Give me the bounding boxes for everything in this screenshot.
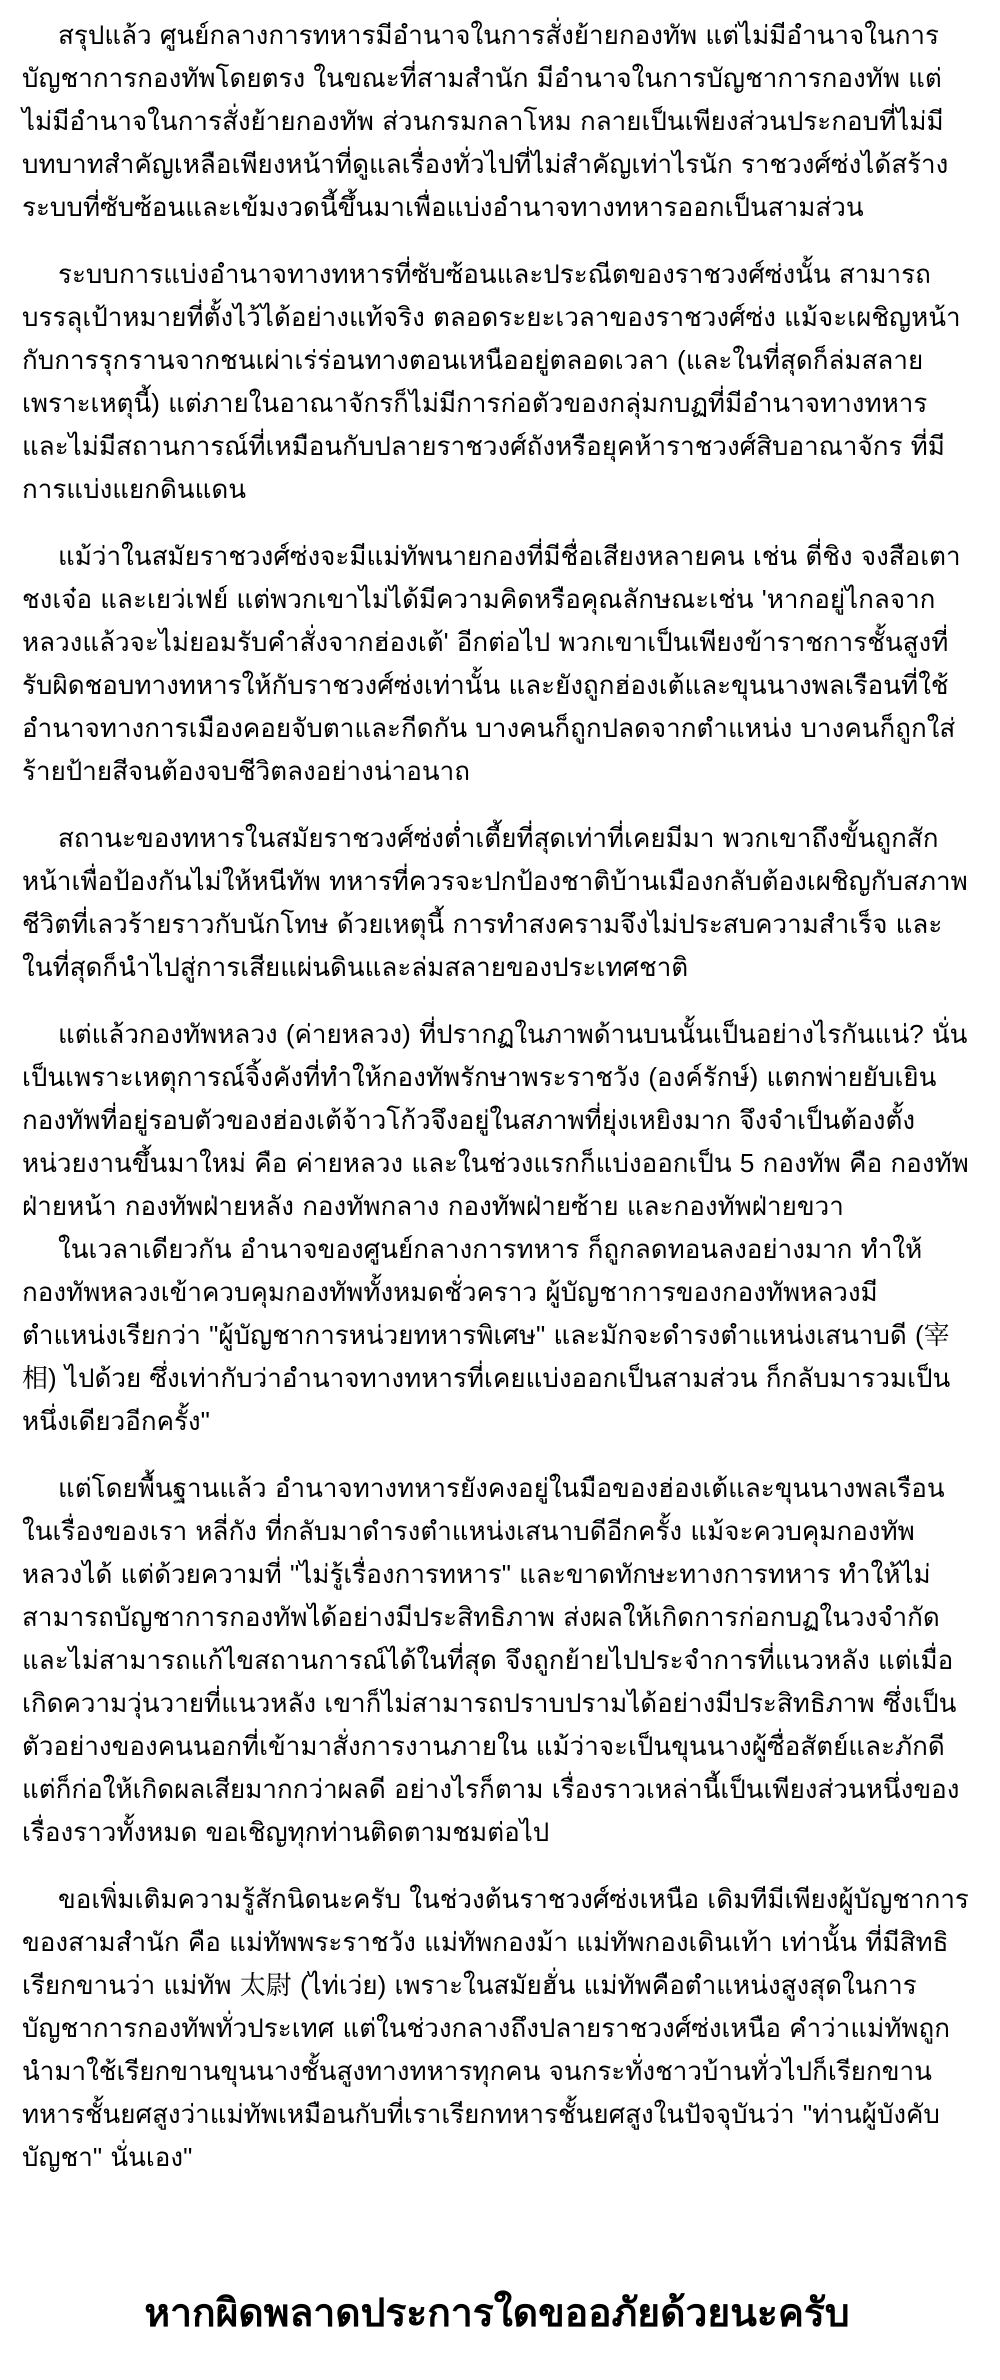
paragraph-power-reunified: ในเวลาเดียวกัน อำนาจของศูนย์กลางการทหาร ก็ถูกลดทอนลงอย่างมาก ทำให้กองทัพหลวงเข้าควบคุมกองทัพทั้งหมดชั่วคราว ผู้บัญชาการของกองทัพหลวงมีตำแหน่งเรียกว่า "ผู้บัญชาการหน่วยทหารพิเศษ" และมักจะดำรงตำแหน่งเสนาบดี (宰相) ไปด้วย ซึ่งเท่ากับว่าอำนาจทางทหารที่เคยแบ่งออกเป็นสามส่วน ก็กลับมารวมเป็นหนึ่งเดียวอีกครั้ง": [22, 1234, 951, 1436]
paragraph-royal-camp-army: แต่แล้วกองทัพหลวง (ค่ายหลวง) ที่ปรากฏในภาพด้านบนนั้นเป็นอย่างไรกันแน่? นั่นเป็นเพราะเหตุการณ์จิ้งคังที่ทำให้กองทัพรักษาพระราชวัง (องค์รักษ์) แตกพ่ายยับเยิน กองทัพที่อยู่รอบตัวของฮ่องเต้จ้าวโก้วจึงอยู่ในสภาพที่ยุ่งเหยิงมาก จึงจำเป็นต้องตั้งหน่วยงานขึ้นมาใหม่ คือ ค่ายหลวง และในช่วงแรกก็แบ่งออกเป็น 5 กองทัพ คือ กองทัพฝ่ายหน้า กองทัพฝ่ายหลัง กองทัพกลาง กองทัพฝ่ายซ้าย และกองทัพฝ่ายขวา: [22, 1019, 969, 1221]
paragraph-power-division-system: ระบบการแบ่งอำนาจทางทหารที่ซับซ้อนและประณีตของราชวงศ์ซ่งนั้น สามารถบรรลุเป้าหมายที่ตั้งไว้ได้อย่างแท้จริง ตลอดระยะเวลาของราชวงศ์ซ่ง แม้จะเผชิญหน้ากับการรุกรานจากชนเผ่าเร่ร่อนทางตอนเหนืออยู่ตลอดเวลา (และในที่สุดก็ล่มสลายเพราะเหตุนี้) แต่ภายในอาณาจักรก็ไม่มีการก่อตัวของกลุ่มกบฏที่มีอำนาจทางทหาร และไม่มีสถานการณ์ที่เหมือนกับปลายราชวงศ์ถังหรือยุคห้าราชวงศ์สิบอาณาจักร ที่มีการแบ่งแยกดินแดน: [22, 259, 961, 504]
paragraph-soldier-status: สถานะของทหารในสมัยราชวงศ์ซ่งต่ำเตี้ยที่สุดเท่าที่เคยมีมา พวกเขาถึงขั้นถูกสักหน้าเพื่อป้องกันไม่ให้หนีทัพ ทหารที่ควรจะปกป้องชาติบ้านเมืองกลับต้องเผชิญกับสภาพชีวิตที่เลวร้ายราวกับนักโทษ ด้วยเหตุนี้ การทำสงครามจึงไม่ประสบความสำเร็จ และในที่สุดก็นำไปสู่การเสียแผ่นดินและล่มสลายของประเทศชาติ: [22, 823, 968, 982]
paragraph-famous-generals: แม้ว่าในสมัยราชวงศ์ซ่งจะมีแม่ทัพนายกองที่มีชื่อเสียงหลายคน เช่น ตี่ชิง จงสือเตา ชงเจ๋อ และเยว่เฟย์ แต่พวกเขาไม่ได้มีความคิดหรือคุณลักษณะเช่น 'หากอยู่ไกลจากหลวงแล้วจะไม่ยอมรับคำสั่งจากฮ่องเต้' อีกต่อไป พวกเขาเป็นเพียงข้าราชการชั้นสูงที่รับผิดชอบทางทหารให้กับราชวงศ์ซ่งเท่านั้น และยังถูกฮ่องเต้และขุนนางพลเรือนที่ใช้อำนาจทางการเมืองคอยจับตาและกีดกัน บางคนก็ถูกปลดจากตำแหน่ง บางคนก็ถูกใส่ร้ายป้ายสีจนต้องจบชีวิตลงอย่างน่าอนาถ: [22, 541, 961, 786]
paragraph-taiwei-trivia: ขอเพิ่มเติมความรู้สักนิดนะครับ ในช่วงต้นราชวงศ์ซ่งเหนือ เดิมทีมีเพียงผู้บัญชาการของสามสำนัก คือ แม่ทัพพระราชวัง แม่ทัพกองม้า แม่ทัพกองเดินเท้า เท่านั้น ที่มีสิทธิเรียกขานว่า แม่ทัพ 太尉 (ไท่เว่ย) เพราะในสมัยฮั่น แม่ทัพคือตำแหน่งสูงสุดในการบัญชาการกองทัพทั่วประเทศ แต่ในช่วงกลางถึงปลายราชวงศ์ซ่งเหนือ คำว่าแม่ทัพถูกนำมาใช้เรียกขานขุนนางชั้นสูงทางทหารทุกคน จนกระทั่งชาวบ้านทั่วไปก็เรียกขานทหารชั้นยศสูงว่าแม่ทัพเหมือนกับที่เราเรียกทหารชั้นยศสูงในปัจจุบันว่า "ท่านผู้บังคับบัญชา" นั่นเอง": [22, 1884, 969, 2172]
paragraph-li-gang-example: แต่โดยพื้นฐานแล้ว อำนาจทางทหารยังคงอยู่ในมือของฮ่องเต้และขุนนางพลเรือน ในเรื่องของเรา หลี่กัง ที่กลับมาดำรงตำแหน่งเสนาบดีอีกครั้ง แม้จะควบคุมกองทัพหลวงได้ แต่ด้วยความที่ "ไม่รู้เรื่องการทหาร" และขาดทักษะทางการทหาร ทำให้ไม่สามารถบัญชาการกองทัพได้อย่างมีประสิทธิภาพ ส่งผลให้เกิดการก่อกบฏในวงจำกัด และไม่สามารถแก้ไขสถานการณ์ได้ในที่สุด จึงถูกย้ายไปประจำการที่แนวหลัง แต่เมื่อเกิดความวุ่นวายที่แนวหลัง เขาก็ไม่สามารถปราบปรามได้อย่างมีประสิทธิภาพ ซึ่งเป็นตัวอย่างของคนนอกที่เข้ามาสั่งการงานภายใน แม้ว่าจะเป็นขุนนางผู้ซื่อสัตย์และภักดี แต่ก็ก่อให้เกิดผลเสียมากกว่าผลดี อย่างไรก็ตาม เรื่องราวเหล่านี้เป็นเพียงส่วนหนึ่งของเรื่องราวทั้งหมด ขอเชิญทุกท่านติดตามชมต่อไป: [22, 1473, 960, 1847]
article-body: [22, 14, 972, 2179]
paragraph-summary-military-center: สรุปแล้ว ศูนย์กลางการทหารมีอำนาจในการสั่งย้ายกองทัพ แต่ไม่มีอำนาจในการบัญชาการกองทัพโดยตรง ในขณะที่สามสำนัก มีอำนาจในการบัญชาการกองทัพ แต่ไม่มีอำนาจในการสั่งย้ายกองทัพ ส่วนกรมกลาโหม กลายเป็นเพียงส่วนประกอบที่ไม่มีบทบาทสำคัญเหลือเพียงหน้าที่ดูแลเรื่องทั่วไปที่ไม่สำคัญเท่าไรนัก ราชวงศ์ซ่งได้สร้างระบบที่ซับซ้อนและเข้มงวดนี้ขึ้นมาเพื่อแบ่งอำนาจทางทหารออกเป็นสามส่วน: [22, 20, 949, 222]
footer-apology-text: หากผิดพลาดประการใดขออภัยด้วยนะครับ: [144, 2292, 850, 2335]
